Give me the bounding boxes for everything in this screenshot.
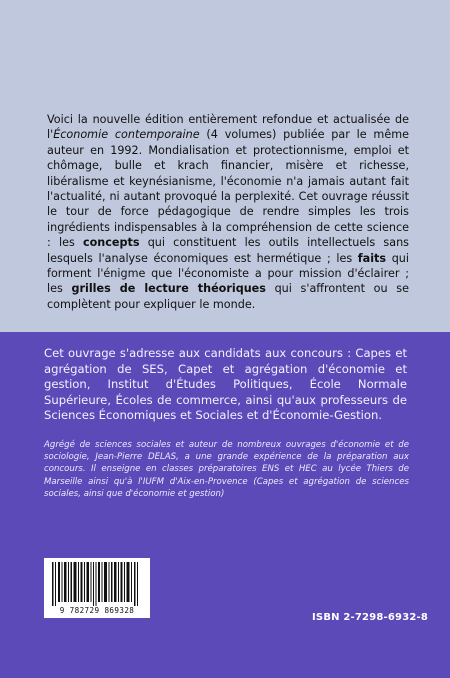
description-text: (4 volumes) publiée par le même auteur en 1992. Mondialisation et protectionnisme, emploi et chômage, bulle et krach financier, misère et richesse, libéralisme et keynésianisme, l'économie n'a jamais autant fait l'actualité, ni autant provoqué la perplexité. Cet ouvrage réussit le tour de force pédagogique de rendre simples les trois ingrédients indispensables à la compréhension de cette science : les xyxy=(47,128,409,250)
audience-paragraph: Cet ouvrage s'adresse aux candidats aux concours : Capes et agrégation de SES, Capet et agrégation d'économie et gestion, Institut d'Études Politiques, École Normale Supérieure, Écoles de commerce, ainsi qu'aux professeurs de Sciences Économiques et Sociales et d'Économie-Gestion. xyxy=(44,346,407,423)
barcode xyxy=(44,558,150,618)
description-panel xyxy=(0,0,450,332)
description-text: qui constituent les outils intellectuels sans lesquels l'analyse économiques est hermétique ; les xyxy=(47,236,409,265)
barcode-digits: 9 782729 869328 xyxy=(59,606,135,615)
description-text: qui s'affrontent ou se complètent pour expliquer le monde. xyxy=(47,282,409,311)
author-bio-paragraph: Agrégé de sciences sociales et auteur de nombreux ouvrages d'économie et de sociologie, Jean-Pierre DELAS, a une grande expérience de la préparation aux concours. Il enseigne en classes préparatoires ENS et HEC au lycée Thiers de Marseille ainsi qu'à l'IUFM d'Aix-en-Provence (Capes et agrégation de sciences sociales, ainsi que d'économie et gestion) xyxy=(44,440,409,499)
keyword-grilles: grilles de lecture théoriques xyxy=(71,282,266,296)
book-title-reference: Économie contemporaine xyxy=(53,128,200,142)
audience-panel xyxy=(0,332,450,678)
isbn-number: ISBN 2-7298-6932-8 xyxy=(312,612,429,623)
keyword-faits: faits xyxy=(357,251,387,265)
barcode-bars xyxy=(52,562,142,606)
description-text: Voici la nouvelle édition entièrement refondue et actualisée de l' xyxy=(47,113,409,142)
keyword-concepts: concepts xyxy=(82,236,140,250)
description-text: qui forment l'énigme que l'économiste a pour mission d'éclairer ; les xyxy=(47,251,409,296)
description-paragraph xyxy=(47,112,409,312)
